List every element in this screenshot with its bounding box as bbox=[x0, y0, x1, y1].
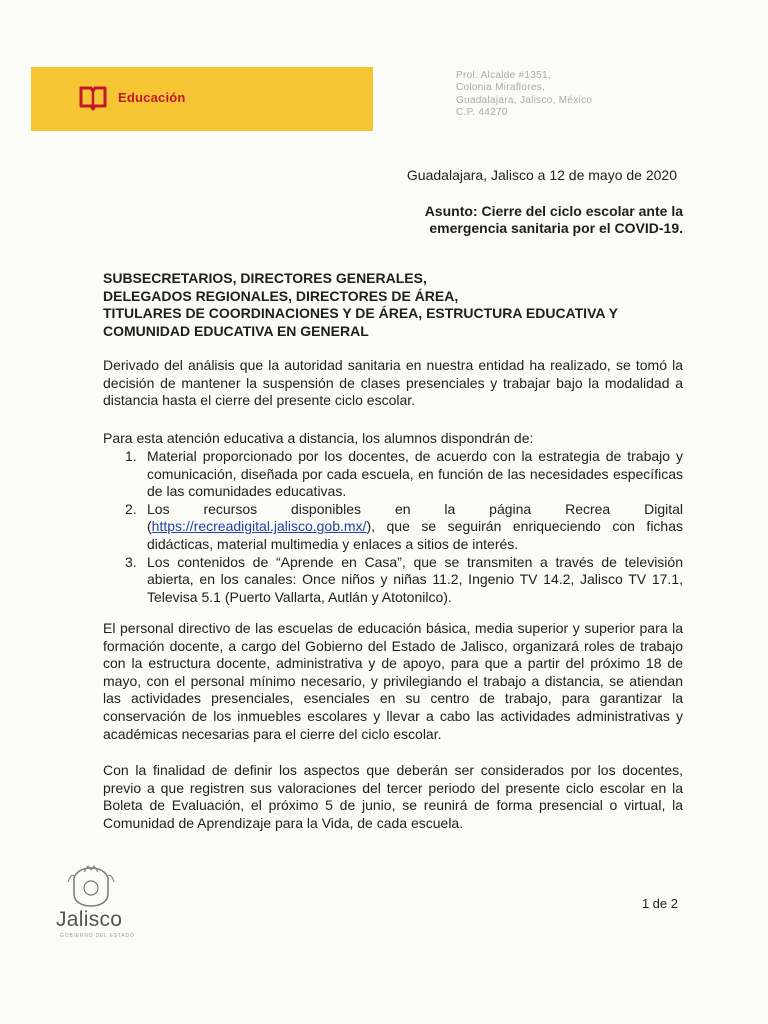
list-intro: Para esta atención educativa a distancia, los alumnos dispondrán de: bbox=[103, 430, 534, 446]
address-line: Prol. Alcalde #1351, bbox=[456, 70, 551, 81]
address-line: Guadalajara, Jalisco, México bbox=[456, 94, 593, 106]
letter-date: Guadalajara, Jalisco a 12 de mayo de 2020 bbox=[406, 167, 677, 183]
subject-line: Asunto: Cierre del ciclo escolar ante la bbox=[424, 203, 683, 219]
address-line: C.P. 44270 bbox=[456, 107, 508, 119]
letter-subject bbox=[406, 203, 683, 237]
header-banner bbox=[31, 67, 373, 131]
jalisco-wordmark: Jalisco bbox=[56, 908, 123, 931]
page-number: 1 de 2 bbox=[641, 896, 678, 911]
list-item-text: Material proporcionado por los docentes, de acuerdo con la estrategia de trabajo y comunicación, diseñada por cada escuela, en función de las necesidades específicas de las comunidades educativas. bbox=[147, 448, 683, 500]
list-item-text: ), que se seguirán enriqueciendo con fichas didácticas, material multimedia y enlaces a sitios de interés. bbox=[147, 518, 683, 552]
sender-address bbox=[456, 70, 592, 120]
paragraph-1: Derivado del análisis que la autoridad sanitaria en nuestra entidad ha realizado, se tomó la decisión de mantener la suspensión de clases presenciales y trabajar bajo la modalidad a distancia hasta el cierre del presente ciclo escolar. bbox=[103, 357, 683, 409]
recipient-line: DELEGADOS REGIONALES, DIRECTORES DE ÁREA, bbox=[103, 287, 459, 304]
recipient-line: SUBSECRETARIOS, DIRECTORES GENERALES, bbox=[103, 270, 427, 286]
recipient-line: TITULARES DE COORDINACIONES Y DE ÁREA, ESTRUCTURA EDUCATIVA Y bbox=[103, 305, 618, 321]
coat-of-arms-icon bbox=[62, 864, 120, 908]
list-item-text: Los contenidos de “Aprende en Casa”, que se transmiten a través de televisión abierta, en los canales: Once niños y niñas 11.2, Ingenio TV 14.2, Jalisco TV 17.1, Televisa 5.1 (Puerto Vallarta, Autlán y Atotonilco). bbox=[147, 553, 683, 605]
list-number: 3. bbox=[125, 553, 137, 570]
paragraph-3: Con la finalidad de definir los aspectos que deberán ser considerados por los docentes, previo a que registren sus valoraciones del tercer periodo del presente ciclo escolar en la Boleta de Evaluación, el próximo 5 de junio, se reunirá de forma presencial o virtual, la Comunidad de Aprendizaje para la Vida, de cada escuela. bbox=[103, 762, 683, 831]
recipient-line: COMUNIDAD EDUCATIVA EN GENERAL bbox=[103, 322, 369, 339]
list-item-text: Los recursos disponibles en la página Recrea Digital ( bbox=[147, 500, 683, 535]
resources-list bbox=[103, 448, 683, 606]
jalisco-subtitle: GOBIERNO DEL ESTADO bbox=[60, 933, 135, 939]
brand-name: Educación bbox=[118, 90, 186, 105]
list-number: 1. bbox=[125, 448, 137, 464]
address-line: Colonia Miraflores, bbox=[456, 82, 546, 94]
paragraph-2: El personal directivo de las escuelas de educación básica, media superior y superior para la formación docente, a cargo del Gobierno del Estado de Jalisco, organizará roles de trabajo con la estructura docente, administrativa y de apoyo, para que a partir del próximo 18 de mayo, con el personal mínimo necesario, y privilegiando el trabajo a distancia, se atiendan las actividades presenciales, esenciales en su centro de trabajo, para garantizar la conservación de los inmuebles escolares y llevar a cabo las actividades administrativas y académicas necesarias para el cierre del ciclo escolar. bbox=[103, 620, 683, 742]
subject-line: emergencia sanitaria por el COVID-19. bbox=[429, 220, 683, 236]
list-item bbox=[103, 448, 683, 501]
list-item bbox=[103, 554, 683, 607]
list-number: 2. bbox=[125, 500, 137, 517]
recipients-block bbox=[103, 270, 683, 340]
book-icon bbox=[79, 85, 107, 111]
list-item bbox=[103, 501, 683, 554]
recrea-digital-link[interactable]: https://recreadigital.jalisco.gob.mx/ bbox=[151, 518, 367, 535]
